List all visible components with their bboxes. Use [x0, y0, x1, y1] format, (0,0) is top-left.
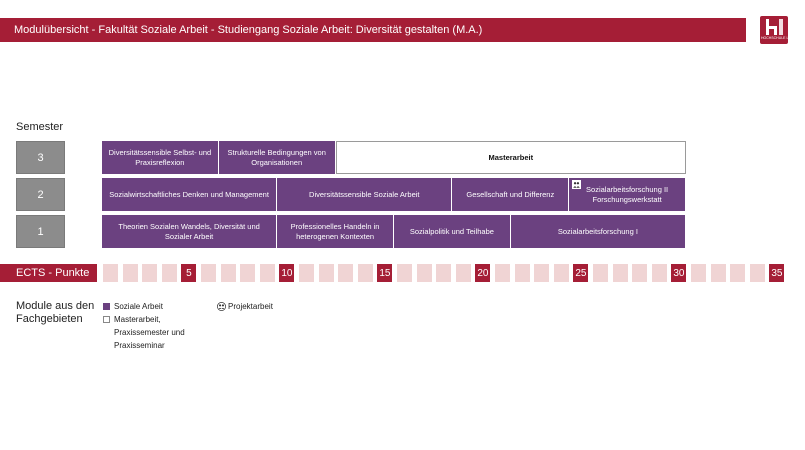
ects-cell — [358, 264, 373, 282]
ects-cell — [495, 264, 510, 282]
module-name: Theorien Sozialen Wandels, Diversität und Sozialer Arbeit — [118, 222, 260, 241]
university-logo — [760, 16, 805, 44]
ects-cell — [417, 264, 432, 282]
ects-cell — [750, 264, 765, 282]
ects-axis-label: ECTS - Punkte — [0, 264, 97, 282]
logo-subtext: HOCHSCHULE LANDSHUT — [761, 36, 805, 40]
ects-cell — [260, 264, 275, 282]
module-box — [102, 141, 219, 174]
ects-mark: 10 — [279, 264, 294, 282]
semester-label-1: 1 — [16, 215, 65, 248]
module-box — [277, 178, 452, 211]
ects-cell — [123, 264, 138, 282]
module-box — [511, 215, 686, 248]
project-group-icon — [217, 302, 226, 311]
ects-mark: 20 — [475, 264, 490, 282]
ects-cell — [103, 264, 118, 282]
semester-label-3: 3 — [16, 141, 65, 174]
ects-cell — [456, 264, 471, 282]
project-group-icon — [572, 180, 581, 189]
header-bar — [0, 18, 746, 42]
module-box — [569, 178, 686, 211]
legend-label: Projektarbeit — [228, 302, 273, 311]
legend-item-masterarbeit — [103, 313, 203, 352]
module-name: Sozialpolitik und Teilhabe — [409, 226, 494, 236]
ects-cell — [711, 264, 726, 282]
ects-cell — [436, 264, 451, 282]
module-name: Diversitätssensible Soziale Arbeit — [309, 189, 420, 199]
semester-heading: Semester — [16, 121, 64, 133]
ects-cell — [632, 264, 647, 282]
module-box — [394, 215, 511, 248]
module-name: Diversitätssensible Selbst- und Praxisreflexion — [108, 148, 212, 167]
module-box — [277, 215, 394, 248]
module-box — [336, 141, 686, 174]
ects-cell — [162, 264, 177, 282]
module-name: Masterarbeit — [488, 152, 534, 162]
ects-cell — [554, 264, 569, 282]
ects-cell — [613, 264, 628, 282]
legend-swatch-white — [103, 316, 110, 323]
ects-cell — [240, 264, 255, 282]
ects-cell — [221, 264, 236, 282]
page-title: Modulübersicht - Fakultät Soziale Arbeit - Studiengang Soziale Arbeit: Diversität gestalten (M.A.) — [14, 24, 483, 36]
ects-cell — [299, 264, 314, 282]
ects-cell — [201, 264, 216, 282]
ects-cell — [319, 264, 334, 282]
ects-mark: 25 — [573, 264, 588, 282]
ects-cell — [515, 264, 530, 282]
ects-mark: 35 — [769, 264, 784, 282]
ects-cell — [691, 264, 706, 282]
module-box — [102, 215, 277, 248]
ects-mark: 30 — [671, 264, 686, 282]
module-box — [452, 178, 569, 211]
ects-cell — [534, 264, 549, 282]
ects-cell — [652, 264, 667, 282]
module-name: Sozialwirtschaftliches Denken und Management — [109, 189, 269, 199]
legend-swatch-purple — [103, 303, 110, 310]
ects-cell — [397, 264, 412, 282]
module-name: Professionelles Handeln in heterogenen Kontexten — [290, 222, 380, 241]
module-name: Sozialarbeitsforschung I — [557, 226, 638, 236]
ects-mark: 5 — [181, 264, 196, 282]
legend-heading: Module aus den Fachgebieten — [16, 300, 95, 325]
legend-label: Masterarbeit, Praxissemester und Praxisseminar — [114, 315, 185, 350]
ects-cell — [338, 264, 353, 282]
module-name: Sozialarbeitsforschung II Forschungswerkstatt — [586, 185, 669, 204]
legend-item-soziale-arbeit — [103, 300, 163, 313]
ects-cell — [730, 264, 745, 282]
ects-cell — [593, 264, 608, 282]
ects-cell — [142, 264, 157, 282]
module-name: Strukturelle Bedingungen von Organisationen — [227, 148, 326, 167]
legend-item-projektarbeit — [217, 300, 273, 313]
ects-mark: 15 — [377, 264, 392, 282]
module-box — [219, 141, 336, 174]
semester-label-2: 2 — [16, 178, 65, 211]
module-name: Gesellschaft und Differenz — [466, 189, 555, 199]
legend-label: Soziale Arbeit — [114, 302, 163, 311]
module-box — [102, 178, 277, 211]
